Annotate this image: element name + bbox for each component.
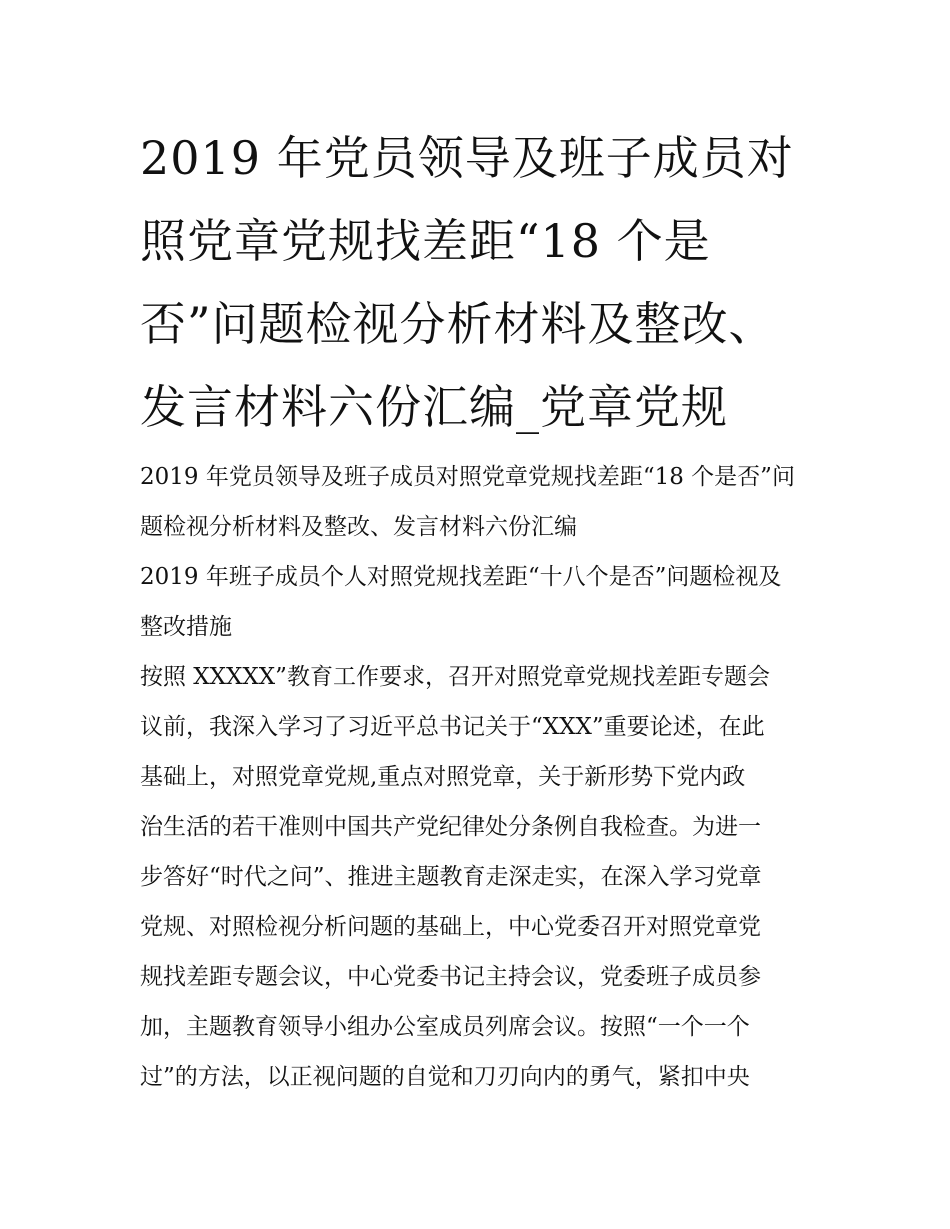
document-title <box>140 117 820 449</box>
body-line: 党规、对照检视分析问题的基础上，中心党委召开对照党章党 <box>140 914 761 940</box>
document-body <box>140 452 820 1102</box>
title-line: 2019 年党员领导及班子成员对 <box>140 131 794 185</box>
body-line: 加，主题教育领导小组办公室成员列席会议。按照“一个一个 <box>140 1014 750 1040</box>
title-line: 发言材料六份汇编_党章党规 <box>140 380 728 434</box>
body-line: 治生活的若干准则中国共产党纪律处分条例自我检查。为进一 <box>140 814 761 840</box>
title-line: 否”问题检视分析材料及整改、 <box>140 297 776 351</box>
body-line: 按照 XXXXX”教育工作要求，召开对照党章党规找差距专题会 <box>140 664 770 690</box>
body-line: 基础上，对照党章党规,重点对照党章，关于新形势下党内政 <box>140 764 746 790</box>
subtitle-line: 2019 年党员领导及班子成员对照党章党规找差距“18 个是否”问 <box>140 464 795 490</box>
body-line: 议前，我深入学习了习近平总书记关于“XXX”重要论述，在此 <box>140 714 765 740</box>
section-heading-line: 2019 年班子成员个人对照党规找差距“十八个是否”问题检视及 <box>140 564 782 590</box>
section-heading-line: 整改措施 <box>140 614 232 640</box>
body-line: 规找差距专题会议，中心党委书记主持会议，党委班子成员参 <box>140 964 761 990</box>
subtitle-line: 题检视分析材料及整改、发言材料六份汇编 <box>140 514 577 540</box>
body-line: 步答好“时代之问”、推进主题教育走深走实，在深入学习党章 <box>140 864 762 890</box>
body-line: 过”的方法，以正视问题的自觉和刀刃向内的勇气，紧扣中央 <box>140 1064 750 1090</box>
title-line: 照党章党规找差距“18 个是 <box>140 214 711 268</box>
document-page <box>140 117 820 1102</box>
